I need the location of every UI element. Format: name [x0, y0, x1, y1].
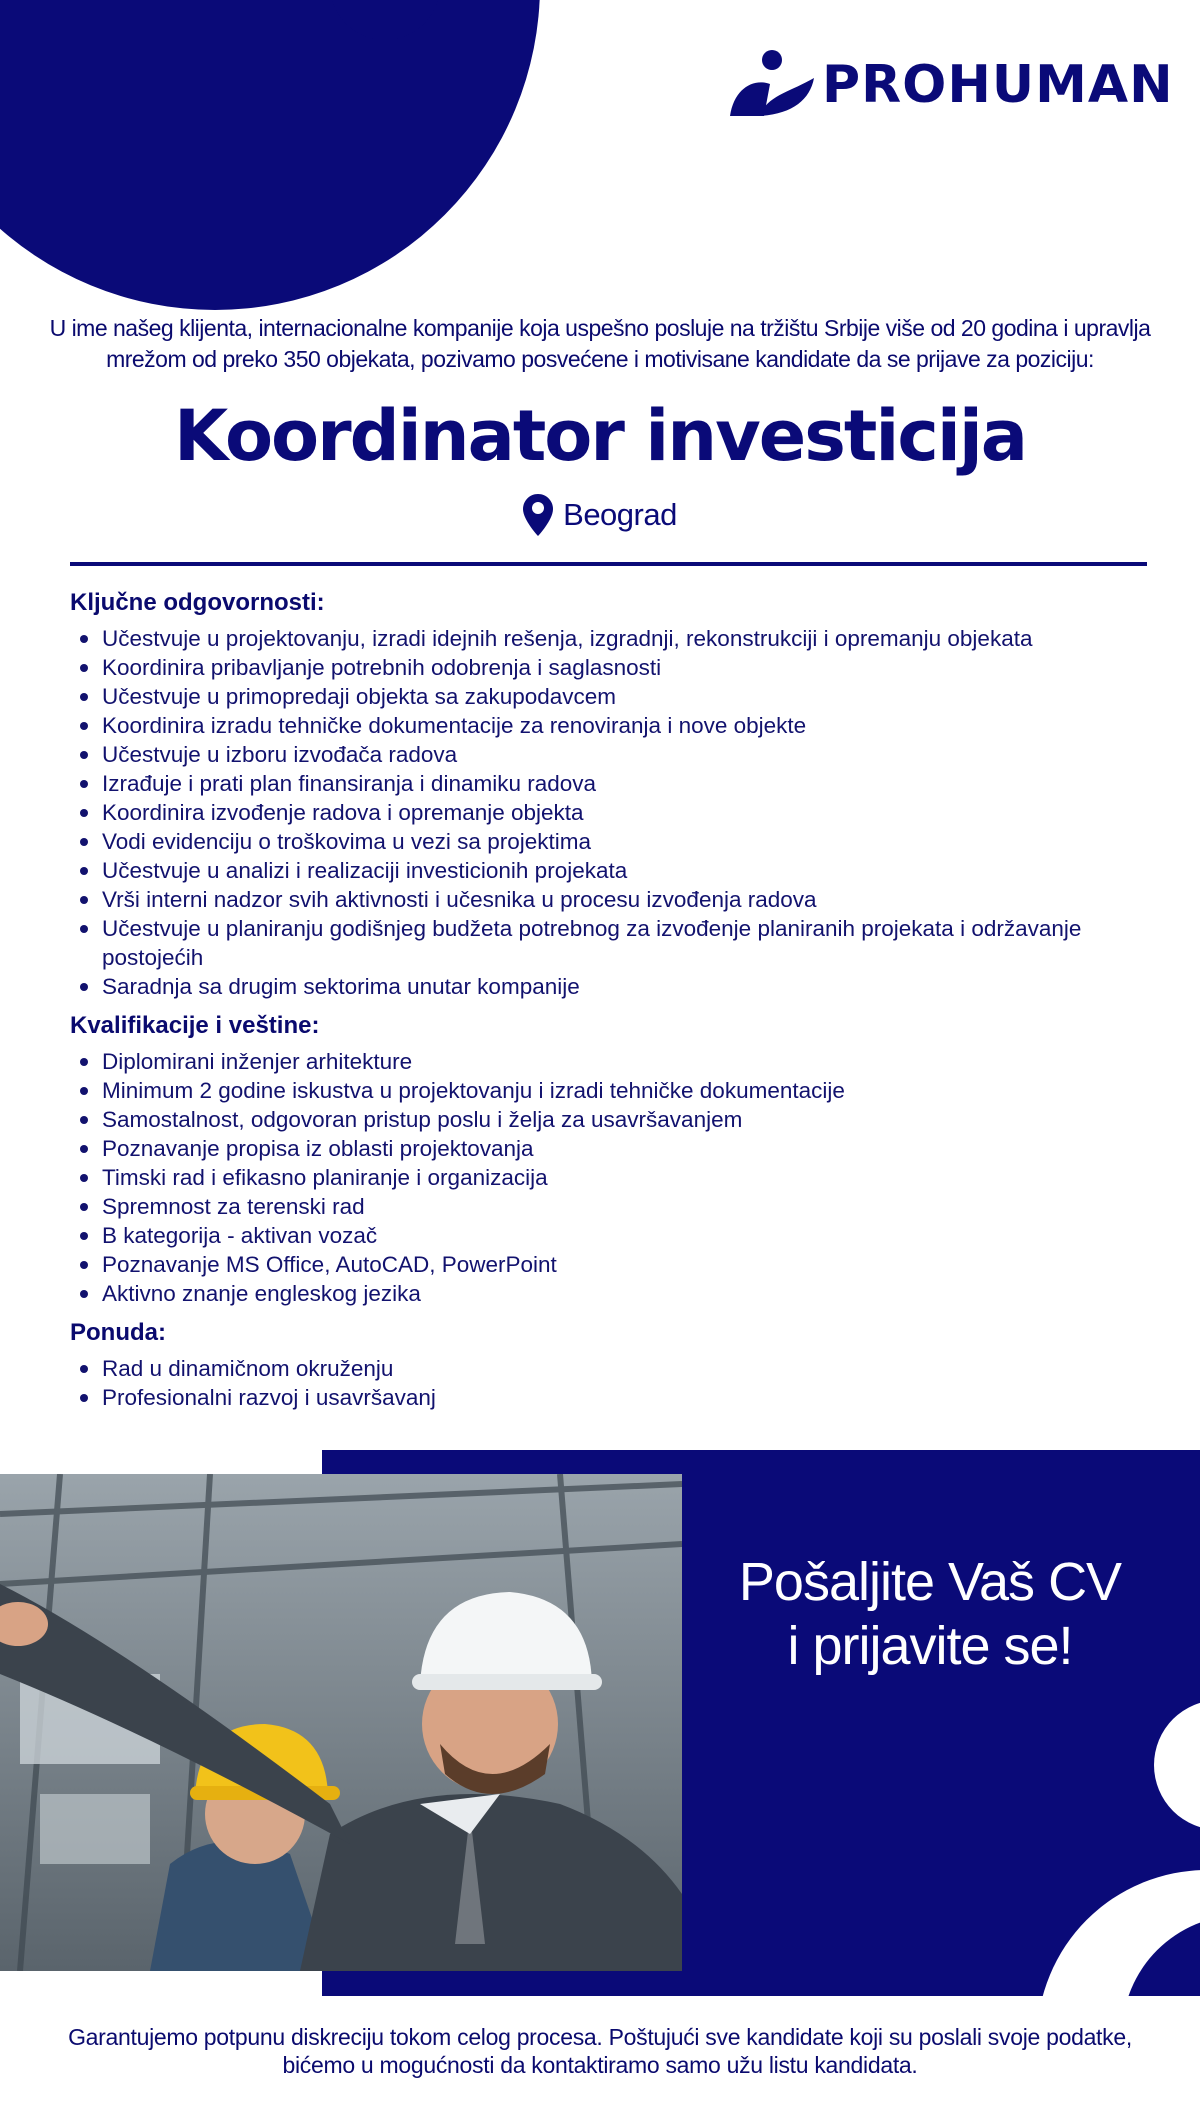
- job-title: Koordinator investicija: [173, 395, 1027, 477]
- list-item: Učestvuje u analizi i realizaciji investicionih projekata: [70, 856, 1160, 885]
- cta-line-2: i prijavite se!: [787, 1616, 1073, 1676]
- map-pin-icon: [523, 494, 553, 536]
- logo-wordmark: PROHUMAN: [822, 55, 1174, 115]
- call-to-action: [700, 1550, 1160, 1678]
- list-item: Poznavanje propisa iz oblasti projektovanja: [70, 1134, 1160, 1163]
- prohuman-logo: [730, 48, 1174, 123]
- list-item: Aktivno znanje engleskog jezika: [70, 1279, 1160, 1308]
- list-item: Učestvuje u primopredaji objekta sa zakupodavcem: [70, 682, 1160, 711]
- list-item: Učestvuje u projektovanju, izradi idejnih rešenja, izgradnji, rekonstrukciji i opremanju objekata: [70, 624, 1160, 653]
- list-item: Učestvuje u izboru izvođača radova: [70, 740, 1160, 769]
- logo-mark-icon: [730, 48, 816, 123]
- responsibilities-heading: Ključne odgovornosti:: [70, 589, 325, 616]
- decorative-circle: [1154, 1700, 1200, 1830]
- job-location: [0, 494, 1200, 536]
- list-item: Koordinira izvođenje radova i opremanje objekta: [70, 798, 1160, 827]
- list-item: Diplomirani inženjer arhitekture: [70, 1047, 1160, 1076]
- qualifications-heading: Kvalifikacije i veštine:: [70, 1012, 320, 1039]
- list-item: B kategorija - aktivan vozač: [70, 1221, 1160, 1250]
- section-divider: [70, 562, 1147, 566]
- list-item: Koordinira izradu tehničke dokumentacije za renoviranja i nove objekte: [70, 711, 1160, 740]
- list-item: Učestvuje u planiranju godišnjeg budžeta potrebnog za izvođenje planiranih projekata i održavanje postojećih: [70, 914, 1160, 972]
- list-item: Samostalnost, odgovoran pristup poslu i želja za usavršavanjem: [70, 1105, 1160, 1134]
- offer-list: [70, 1354, 1160, 1412]
- list-item: Spremnost za terenski rad: [70, 1192, 1160, 1221]
- responsibilities-list: [70, 624, 1160, 1001]
- location-label: Beograd: [563, 497, 677, 532]
- cta-line-1: Pošaljite Vaš CV: [738, 1552, 1122, 1612]
- intro-text: U ime našeg klijenta, internacionalne kompanije koja uspešno posluje na tržištu Srbije više od 20 godina i upravlja mrežom od preko 350 objekata, pozivamo posvećene i motivisane kandidate da se prijave za poziciju:: [49, 315, 1151, 372]
- qualifications-list: [70, 1047, 1160, 1308]
- decorative-circle-large: [0, 0, 540, 310]
- list-item: Poznavanje MS Office, AutoCAD, PowerPoint: [70, 1250, 1160, 1279]
- offer-heading: Ponuda:: [70, 1319, 166, 1346]
- footer-disclaimer: Garantujemo potpunu diskreciju tokom celog procesa. Poštujući sve kandidate koji su poslali svoje podatke, bićemo u mogućnosti da kontaktiramo samo užu listu kandidata.: [68, 2024, 1132, 2078]
- list-item: Saradnja sa drugim sektorima unutar kompanije: [70, 972, 1160, 1001]
- engineers-photo: [0, 1474, 682, 1971]
- job-details: [70, 588, 1160, 1422]
- list-item: Vrši interni nadzor svih aktivnosti i učesnika u procesu izvođenja radova: [70, 885, 1160, 914]
- list-item: Koordinira pribavljanje potrebnih odobrenja i saglasnosti: [70, 653, 1160, 682]
- list-item: Timski rad i efikasno planiranje i organizacija: [70, 1163, 1160, 1192]
- list-item: Izrađuje i prati plan finansiranja i dinamiku radova: [70, 769, 1160, 798]
- list-item: Rad u dinamičnom okruženju: [70, 1354, 1160, 1383]
- list-item: Vodi evidenciju o troškovima u vezi sa projektima: [70, 827, 1160, 856]
- list-item: Profesionalni razvoj i usavršavanj: [70, 1383, 1160, 1412]
- list-item: Minimum 2 godine iskustva u projektovanju i izradi tehničke dokumentacije: [70, 1076, 1160, 1105]
- engineers-illustration: [0, 1474, 682, 1971]
